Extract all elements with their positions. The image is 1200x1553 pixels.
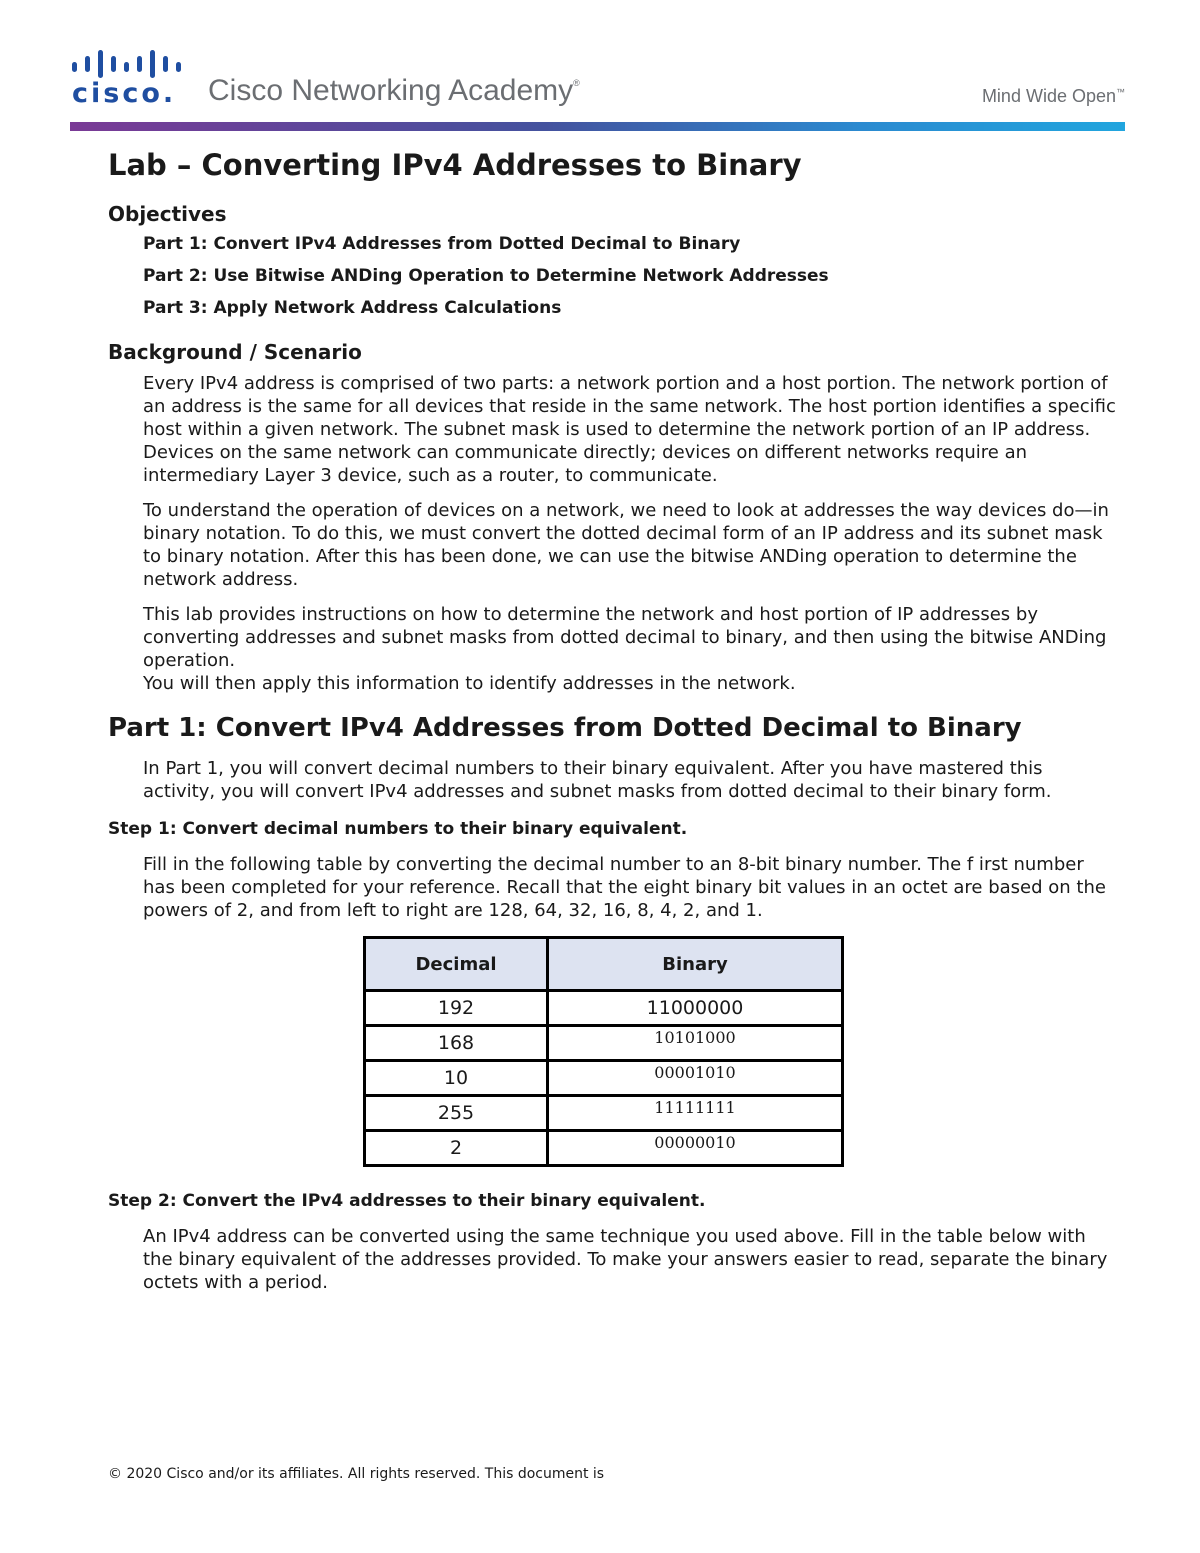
- table-row: [365, 1026, 843, 1061]
- background-paragraph: Every IPv4 address is comprised of two parts: a network portion and a host portion. The network portion of an address is the same for all devices that reside in the same network. The host portion identifies a specific host within a given network. The subnet mask is used to determine the network portion of an IP address. Devices on the same network can communicate directly; devices on different networks require an intermediary Layer 3 device, such as a router, to communicate.: [143, 373, 1116, 486]
- copyright-footer: © 2020 Cisco and/or its affiliates. All rights reserved. This document is: [108, 1466, 605, 1482]
- registered-mark: ®: [573, 78, 580, 88]
- step1-heading: Step 1: Convert decimal numbers to their binary equivalent.: [108, 819, 688, 839]
- binary-answer-field[interactable]: 10101000: [548, 1026, 843, 1061]
- step1-text: Fill in the following table by converting the decimal number to an 8-bit binary number. The f irst number has been completed for your reference. Recall that the eight binary bit values in an octet are based on the powers of 2, and from left to right are 128, 64, 32, 16, 8, 4, 2, and 1.: [143, 854, 1106, 921]
- objectives-heading: Objectives: [108, 202, 227, 226]
- cisco-wordmark: cisco.: [72, 78, 177, 109]
- table-row: [365, 1061, 843, 1096]
- academy-text: Cisco Networking Academy: [208, 74, 574, 107]
- decimal-cell: 192: [365, 991, 548, 1026]
- objective-item: Part 1: Convert IPv4 Addresses from Dotted Decimal to Binary: [143, 234, 741, 254]
- part1-heading: Part 1: Convert IPv4 Addresses from Dotted Decimal to Binary: [108, 713, 1022, 743]
- header-gradient-bar: [70, 122, 1125, 131]
- decimal-cell: 2: [365, 1131, 548, 1166]
- table-row: [365, 1131, 843, 1166]
- page-title: Lab – Converting IPv4 Addresses to Binary: [108, 148, 802, 182]
- column-header-decimal: Decimal: [365, 938, 548, 991]
- decimal-binary-table: [363, 936, 844, 1167]
- column-header-binary: Binary: [548, 938, 843, 991]
- background-heading: Background / Scenario: [108, 340, 362, 364]
- page-header: [70, 38, 1125, 133]
- part1-intro: In Part 1, you will convert decimal numbers to their binary equivalent. After you have mastered this activity, you will convert IPv4 addresses and subnet masks from dotted decimal to their binary form.: [143, 758, 1052, 802]
- objective-item: Part 3: Apply Network Address Calculations: [143, 298, 562, 318]
- binary-answer-field[interactable]: 00000010: [548, 1131, 843, 1166]
- binary-cell: 11000000: [548, 991, 843, 1026]
- binary-answer-field[interactable]: 00001010: [548, 1061, 843, 1096]
- table-header-row: [365, 938, 843, 991]
- background-paragraph: You will then apply this information to identify addresses in the network.: [143, 673, 796, 694]
- binary-answer-field[interactable]: 11111111: [548, 1096, 843, 1131]
- background-paragraph: This lab provides instructions on how to determine the network and host portion of IP addresses by converting addresses and subnet masks from dotted decimal to binary, and then using the bitwise ANDing operation.: [143, 604, 1107, 671]
- trademark: ™: [1116, 87, 1125, 97]
- table-row: [365, 991, 843, 1026]
- table-row: [365, 1096, 843, 1131]
- background-paragraph: To understand the operation of devices on a network, we need to look at addresses the way devices do—in binary notation. To do this, we must convert the dotted decimal form of an IP address and its subnet mask to binary notation. After this has been done, we can use the bitwise ANDing operation to determine the network address.: [143, 500, 1109, 590]
- step2-heading: Step 2: Convert the IPv4 addresses to their binary equivalent.: [108, 1191, 706, 1211]
- decimal-cell: 168: [365, 1026, 548, 1061]
- step2-text: An IPv4 address can be converted using the same technique you used above. Fill in the table below with the binary equivalent of the addresses provided. To make your answers easier to read, separate the binary octets with a period.: [143, 1226, 1108, 1293]
- decimal-cell: 10: [365, 1061, 548, 1096]
- decimal-cell: 255: [365, 1096, 548, 1131]
- tagline-text: Mind Wide Open: [981, 86, 1116, 106]
- academy-name: [208, 74, 580, 108]
- document-body: [108, 148, 1118, 1306]
- tagline: [982, 86, 1125, 107]
- objective-item: Part 2: Use Bitwise ANDing Operation to Determine Network Addresses: [143, 266, 829, 286]
